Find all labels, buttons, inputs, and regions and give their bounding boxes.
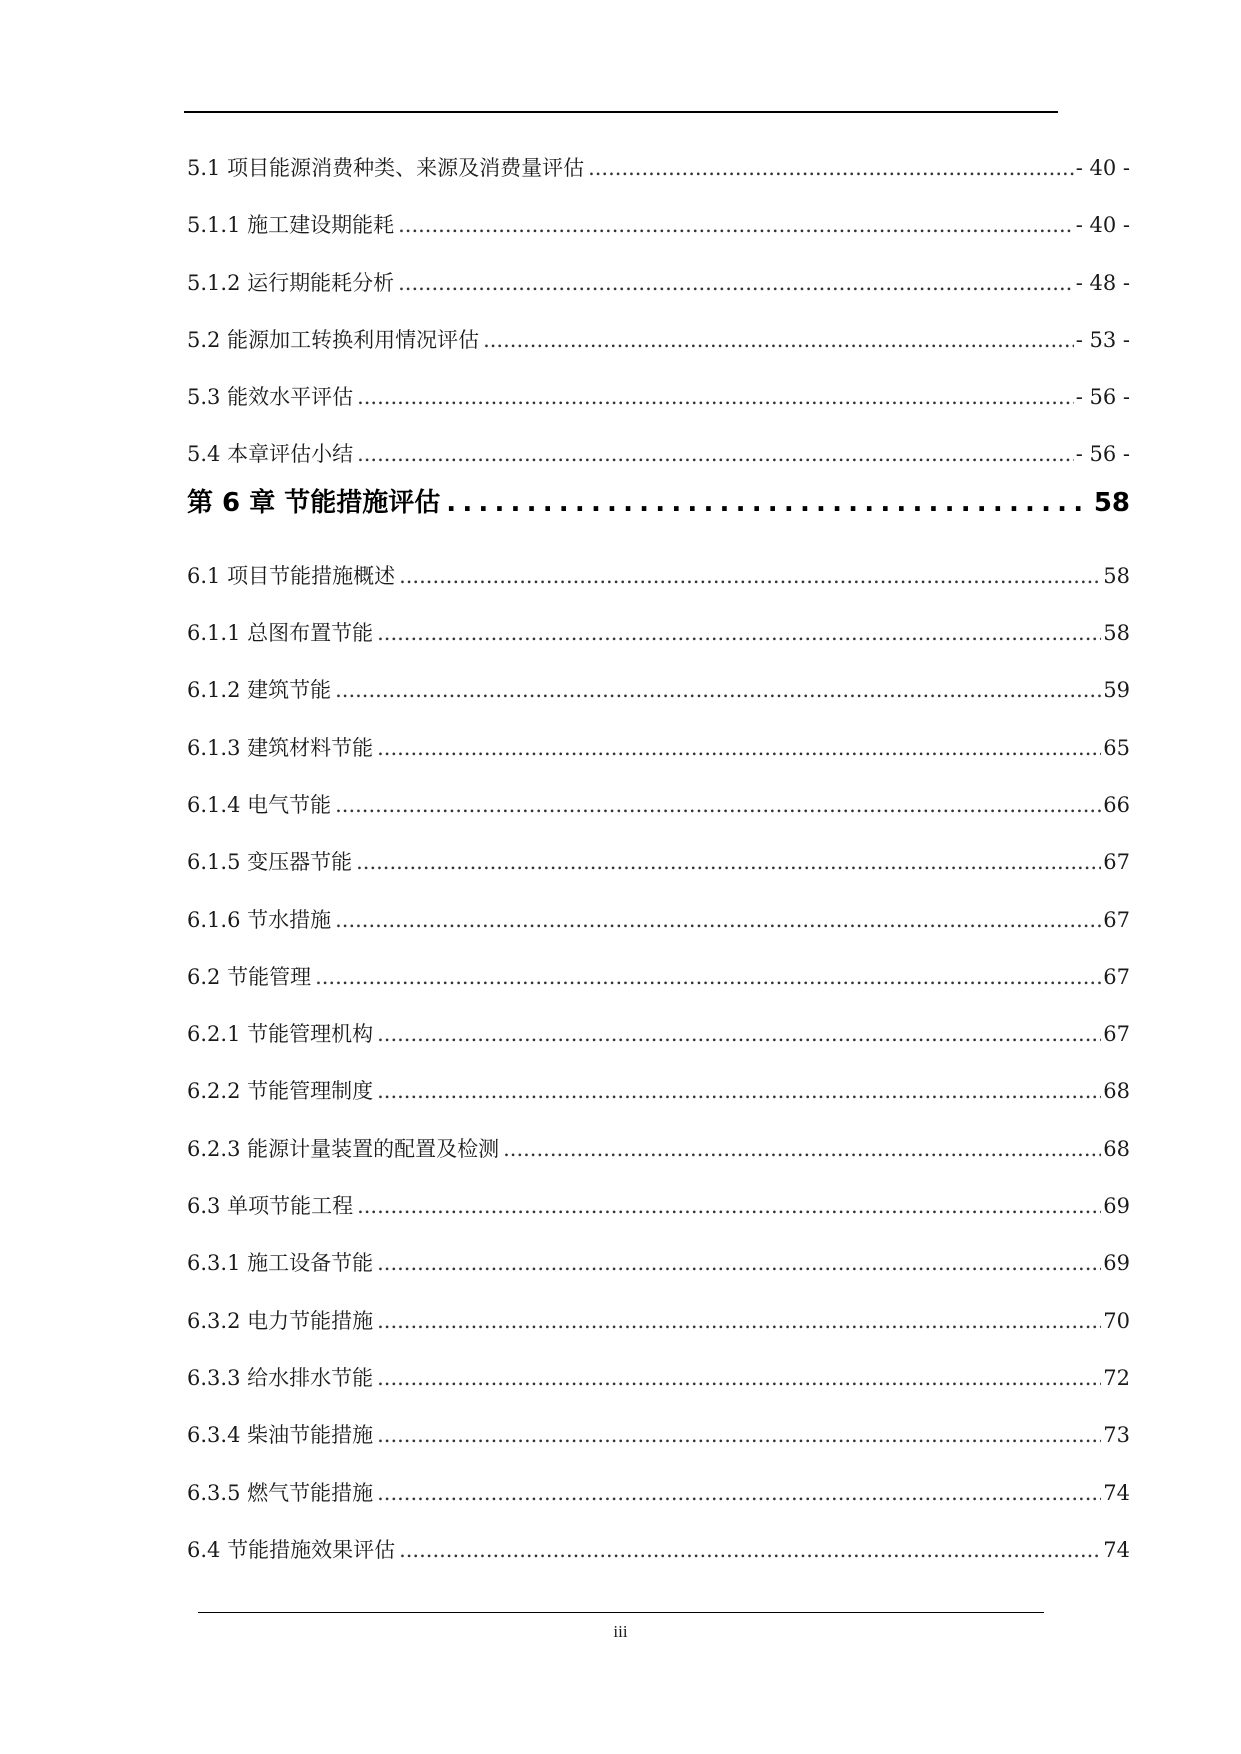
toc-entry-page: 67 (1103, 964, 1130, 989)
toc-entry-label: 6.1 项目节能措施概述 (187, 563, 396, 588)
toc-entry[interactable] (187, 1006, 1130, 1063)
toc-entry[interactable] (187, 1178, 1130, 1235)
toc-dot-leader (399, 548, 1101, 605)
toc-dot-leader (315, 949, 1101, 1006)
toc-entry-page: - 40 - (1075, 213, 1130, 238)
toc-dot-leader (377, 1350, 1101, 1407)
toc-entry-label: 6.2.3 能源计量装置的配置及检测 (187, 1136, 500, 1161)
toc-entry-page: 72 (1103, 1365, 1130, 1390)
toc-entry-page: 66 (1103, 792, 1130, 817)
toc-entry[interactable] (187, 312, 1130, 369)
toc-dot-leader (357, 426, 1074, 483)
toc-entry[interactable] (187, 548, 1130, 605)
toc-entry-page: 68 (1103, 1079, 1130, 1104)
toc-entry-page: - 53 - (1075, 327, 1130, 352)
toc-entry-label: 6.1.5 变压器节能 (187, 850, 353, 875)
toc-entry[interactable] (187, 197, 1130, 254)
toc-entry[interactable] (187, 140, 1130, 197)
toc-entry-page: 69 (1103, 1194, 1130, 1219)
toc-entry[interactable] (187, 720, 1130, 777)
toc-dot-leader (335, 662, 1101, 719)
toc-entry-label: 6.3 单项节能工程 (187, 1194, 354, 1219)
toc-entry-page: - 40 - (1075, 156, 1130, 180)
toc-entry-label: 5.1.2 运行期能耗分析 (187, 270, 395, 295)
toc-chapter-page: 58 (1093, 487, 1130, 518)
toc-entry[interactable] (187, 1121, 1130, 1178)
toc-dot-leader (335, 892, 1101, 949)
toc-dot-leader (357, 1178, 1101, 1235)
toc-entry-page: 74 (1103, 1480, 1130, 1505)
toc-entry-label: 5.1.1 施工建设期能耗 (187, 213, 395, 238)
toc-entry-label: 6.2.1 节能管理机构 (187, 1022, 374, 1047)
toc-entry-label: 6.1.3 建筑材料节能 (187, 735, 374, 760)
toc-dot-leader (398, 197, 1074, 254)
toc-entry-label: 6.3.2 电力节能措施 (187, 1308, 374, 1333)
footer-rule (198, 1612, 1044, 1613)
page-number: iii (613, 1622, 628, 1641)
toc-entry-label: 6.3.1 施工设备节能 (187, 1251, 374, 1276)
toc-entry-label: 6.1.4 电气节能 (187, 792, 332, 817)
toc-entry[interactable] (187, 1235, 1130, 1292)
toc-entry[interactable] (187, 1407, 1130, 1464)
toc-entry[interactable] (187, 949, 1130, 1006)
toc-dot-leader (377, 1235, 1101, 1292)
toc-entry-page: - 56 - (1075, 442, 1130, 467)
toc-entry-page: 70 (1103, 1308, 1130, 1333)
toc-entry[interactable] (187, 662, 1130, 719)
toc-dot-leader (377, 720, 1101, 777)
toc-entry[interactable] (187, 777, 1130, 834)
toc-entry[interactable] (187, 1063, 1130, 1120)
toc-dot-leader (588, 140, 1074, 197)
toc-entry-page: 67 (1103, 850, 1130, 875)
toc-entry-page: 67 (1103, 1022, 1130, 1047)
toc-dot-leader (398, 255, 1074, 312)
toc-entry[interactable] (187, 369, 1130, 426)
toc-dot-leader (377, 1465, 1101, 1522)
toc-dot-leader (483, 312, 1074, 369)
toc-entry-label: 6.4 节能措施效果评估 (187, 1537, 396, 1562)
toc-entry-page: 58 (1103, 563, 1130, 588)
toc-entry-page: 68 (1103, 1136, 1130, 1161)
toc-entry[interactable] (187, 1293, 1130, 1350)
toc-entry[interactable] (187, 1465, 1130, 1522)
toc-entry-label: 6.2 节能管理 (187, 964, 312, 989)
toc-entry-page: 59 (1103, 678, 1130, 703)
toc-entry-label: 5.2 能源加工转换利用情况评估 (187, 327, 480, 352)
toc-entry[interactable] (187, 1522, 1130, 1579)
toc-dot-leader (356, 834, 1101, 891)
toc-entry[interactable] (187, 255, 1130, 312)
toc-dot-leader (377, 1006, 1101, 1063)
toc-entry-page: - 48 - (1075, 270, 1130, 295)
toc-dot-leader (357, 369, 1074, 426)
toc-entry[interactable] (187, 1350, 1130, 1407)
toc-entry-page: 73 (1103, 1423, 1130, 1448)
toc-entry[interactable] (187, 426, 1130, 483)
toc-dot-leader (446, 478, 1090, 528)
toc-dot-leader (335, 777, 1101, 834)
toc-dot-leader (377, 605, 1101, 662)
toc-entry-label: 6.1.1 总图布置节能 (187, 621, 374, 646)
toc-entry-label: 5.3 能效水平评估 (187, 385, 354, 410)
toc-dot-leader (503, 1121, 1101, 1178)
toc-chapter-entry[interactable] (187, 478, 1130, 528)
toc-entry-label: 6.1.6 节水措施 (187, 907, 332, 932)
toc-entry-label: 6.1.2 建筑节能 (187, 678, 332, 703)
toc-entry-page: - 56 - (1075, 385, 1130, 410)
toc-entry-page: 65 (1103, 735, 1130, 760)
toc-entry-page: 67 (1103, 907, 1130, 932)
toc-entry-label: 5.1 项目能源消费种类、来源及消费量评估 (187, 156, 585, 180)
toc-entry-label: 5.4 本章评估小结 (187, 442, 354, 467)
toc-entry-label: 6.2.2 节能管理制度 (187, 1079, 374, 1104)
toc-entry-page: 74 (1103, 1537, 1130, 1562)
toc-dot-leader (399, 1522, 1101, 1579)
toc-dot-leader (377, 1063, 1101, 1120)
header-rule (184, 111, 1058, 113)
toc-entry[interactable] (187, 834, 1130, 891)
toc-entry-label: 6.3.3 给水排水节能 (187, 1365, 374, 1390)
toc-entry-label: 6.3.5 燃气节能措施 (187, 1480, 374, 1505)
toc-entry[interactable] (187, 605, 1130, 662)
toc-dot-leader (377, 1407, 1101, 1464)
toc-entry-page: 58 (1103, 621, 1130, 646)
toc-entry[interactable] (187, 892, 1130, 949)
toc-entry-page: 69 (1103, 1251, 1130, 1276)
table-of-contents (187, 140, 1130, 1579)
toc-chapter-label: 第 6 章 节能措施评估 (187, 487, 441, 518)
toc-entry-label: 6.3.4 柴油节能措施 (187, 1423, 374, 1448)
toc-dot-leader (377, 1293, 1101, 1350)
